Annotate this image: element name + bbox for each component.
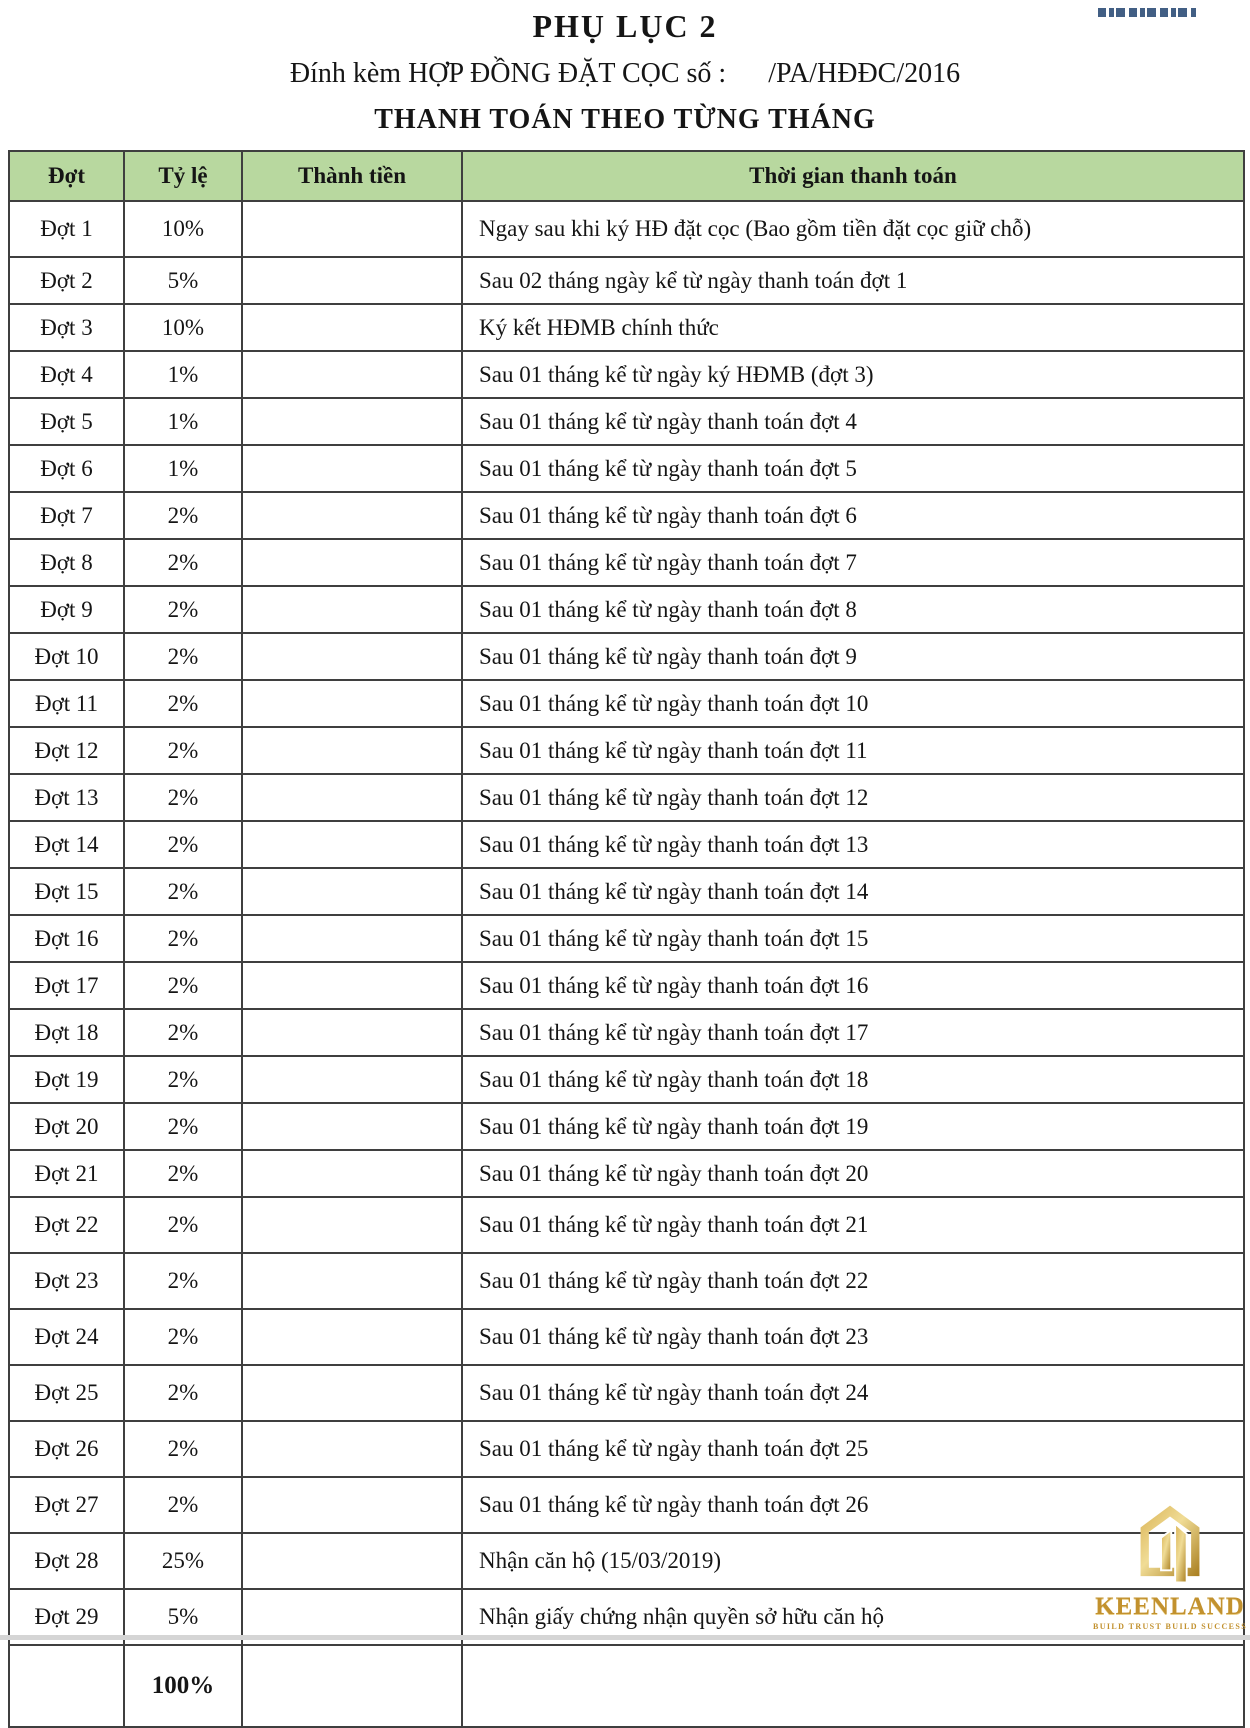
table-row [9, 962, 1244, 1009]
cell-payment-time: Ngay sau khi ký HĐ đặt cọc (Bao gồm tiền đặt cọc giữ chỗ) [462, 201, 1244, 257]
table-row [9, 586, 1244, 633]
cell-rate: 1% [124, 398, 242, 445]
cell-payment-time: Sau 01 tháng kể từ ngày thanh toán đợt 10 [462, 680, 1244, 727]
cell-payment-time: Sau 01 tháng kể từ ngày thanh toán đợt 14 [462, 868, 1244, 915]
table-row [9, 1103, 1244, 1150]
cell-rate: 2% [124, 1309, 242, 1365]
cell-installment: Đợt 24 [9, 1309, 124, 1365]
table-row [9, 257, 1244, 304]
table-row [9, 445, 1244, 492]
table-row [9, 1365, 1244, 1421]
cell-installment: Đợt 1 [9, 201, 124, 257]
bottom-gray-bar [0, 1635, 1250, 1640]
cell-rate: 2% [124, 633, 242, 680]
payment-table-body [9, 201, 1244, 1727]
cell-payment-time: Sau 01 tháng kể từ ngày thanh toán đợt 22 [462, 1253, 1244, 1309]
cell-payment-time: Sau 01 tháng kể từ ngày thanh toán đợt 8 [462, 586, 1244, 633]
cell-amount [242, 586, 462, 633]
document-subtitle [0, 58, 1250, 90]
cropped-blue-text-fragment [1098, 8, 1196, 17]
cell-amount [242, 492, 462, 539]
cell-amount [242, 1533, 462, 1589]
cell-amount [242, 445, 462, 492]
cell-rate: 2% [124, 1365, 242, 1421]
cell-installment: Đợt 4 [9, 351, 124, 398]
cell-payment-time: Sau 01 tháng kể từ ngày thanh toán đợt 9 [462, 633, 1244, 680]
cell-rate: 2% [124, 1103, 242, 1150]
cell-payment-time: Sau 01 tháng kể từ ngày thanh toán đợt 15 [462, 915, 1244, 962]
cell-payment-time: Sau 01 tháng kể từ ngày thanh toán đợt 23 [462, 1309, 1244, 1365]
cell-installment: Đợt 9 [9, 586, 124, 633]
cell-amount [242, 1009, 462, 1056]
cell-payment-time: Sau 01 tháng kể từ ngày thanh toán đợt 26 [462, 1477, 1244, 1533]
cell-payment-time: Sau 01 tháng kể từ ngày thanh toán đợt 7 [462, 539, 1244, 586]
cell-installment: Đợt 14 [9, 821, 124, 868]
cell-amount [242, 351, 462, 398]
cell-rate: 2% [124, 1421, 242, 1477]
cell-installment: Đợt 19 [9, 1056, 124, 1103]
cell-rate: 2% [124, 539, 242, 586]
cell-rate: 2% [124, 1477, 242, 1533]
cell-rate: 5% [124, 257, 242, 304]
table-row [9, 1309, 1244, 1365]
cell-amount [242, 539, 462, 586]
cell-amount [242, 1253, 462, 1309]
subtitle-label: Đính kèm HỢP ĐỒNG ĐẶT CỌC số : [289, 58, 727, 89]
column-header-installment: Đợt [9, 151, 124, 201]
table-header-row [9, 151, 1244, 201]
cell-amount [242, 398, 462, 445]
table-row [9, 915, 1244, 962]
cell-rate: 2% [124, 962, 242, 1009]
cell-installment: Đợt 13 [9, 774, 124, 821]
cell-payment-time [462, 1645, 1244, 1727]
table-row [9, 492, 1244, 539]
cell-amount [242, 1365, 462, 1421]
contract-number: /PA/HĐĐC/2016 [768, 58, 961, 89]
cell-rate: 2% [124, 1197, 242, 1253]
column-header-rate: Tỷ lệ [124, 151, 242, 201]
table-row [9, 398, 1244, 445]
table-row [9, 201, 1244, 257]
cell-installment: Đợt 29 [9, 1589, 124, 1645]
cell-payment-time: Sau 01 tháng kể từ ngày thanh toán đợt 20 [462, 1150, 1244, 1197]
cell-installment: Đợt 26 [9, 1421, 124, 1477]
cell-rate: 2% [124, 1009, 242, 1056]
cell-rate: 100% [124, 1645, 242, 1727]
cell-installment: Đợt 27 [9, 1477, 124, 1533]
cell-amount [242, 727, 462, 774]
table-row [9, 1009, 1244, 1056]
cell-rate: 2% [124, 1056, 242, 1103]
cell-rate: 2% [124, 774, 242, 821]
cell-installment: Đợt 25 [9, 1365, 124, 1421]
table-row [9, 304, 1244, 351]
cell-amount [242, 304, 462, 351]
cell-rate: 1% [124, 351, 242, 398]
cell-rate: 2% [124, 1253, 242, 1309]
cell-installment: Đợt 5 [9, 398, 124, 445]
cell-payment-time: Sau 01 tháng kể từ ngày thanh toán đợt 13 [462, 821, 1244, 868]
cell-payment-time: Sau 01 tháng kể từ ngày thanh toán đợt 18 [462, 1056, 1244, 1103]
cell-amount [242, 201, 462, 257]
cell-rate: 2% [124, 868, 242, 915]
cell-amount [242, 633, 462, 680]
cell-amount [242, 915, 462, 962]
cell-payment-time: Sau 01 tháng kể từ ngày ký HĐMB (đợt 3) [462, 351, 1244, 398]
table-row [9, 680, 1244, 727]
keenland-brand-text: KEENLAND [1095, 1593, 1245, 1620]
table-row [9, 633, 1244, 680]
cell-amount [242, 1103, 462, 1150]
cell-rate: 10% [124, 201, 242, 257]
table-row [9, 351, 1244, 398]
cell-payment-time: Sau 01 tháng kể từ ngày thanh toán đợt 19 [462, 1103, 1244, 1150]
column-header-payment-time: Thời gian thanh toán [462, 151, 1244, 201]
cell-rate: 2% [124, 915, 242, 962]
cell-amount [242, 1309, 462, 1365]
keenland-house-icon [1138, 1504, 1202, 1588]
cell-amount [242, 868, 462, 915]
cell-payment-time: Ký kết HĐMB chính thức [462, 304, 1244, 351]
column-header-amount: Thành tiền [242, 151, 462, 201]
payment-schedule-heading: THANH TOÁN THEO TỪNG THÁNG [374, 104, 876, 135]
cell-installment: Đợt 6 [9, 445, 124, 492]
table-row [9, 868, 1244, 915]
table-row [9, 727, 1244, 774]
cell-payment-time: Nhận căn hộ (15/03/2019) [462, 1533, 1244, 1589]
cell-rate: 1% [124, 445, 242, 492]
table-row [9, 1197, 1244, 1253]
cell-installment: Đợt 23 [9, 1253, 124, 1309]
cell-amount [242, 1477, 462, 1533]
table-row [9, 539, 1244, 586]
keenland-logo [1093, 1504, 1247, 1631]
page-title: PHỤ LỤC 2 [532, 8, 718, 44]
cell-installment: Đợt 15 [9, 868, 124, 915]
cell-payment-time: Sau 01 tháng kể từ ngày thanh toán đợt 5 [462, 445, 1244, 492]
cell-installment: Đợt 20 [9, 1103, 124, 1150]
table-row [9, 1253, 1244, 1309]
cell-installment: Đợt 11 [9, 680, 124, 727]
cell-amount [242, 1197, 462, 1253]
cell-installment: Đợt 3 [9, 304, 124, 351]
document-page [0, 8, 1250, 1699]
table-row [9, 1421, 1244, 1477]
cell-amount [242, 821, 462, 868]
cell-rate: 5% [124, 1589, 242, 1645]
cell-amount [242, 1421, 462, 1477]
cell-amount [242, 257, 462, 304]
cell-payment-time: Sau 01 tháng kể từ ngày thanh toán đợt 12 [462, 774, 1244, 821]
cell-installment: Đợt 7 [9, 492, 124, 539]
cell-installment: Đợt 2 [9, 257, 124, 304]
cell-payment-time: Sau 01 tháng kể từ ngày thanh toán đợt 21 [462, 1197, 1244, 1253]
cell-amount [242, 962, 462, 1009]
payment-schedule-table [8, 150, 1248, 1728]
cell-installment [9, 1645, 124, 1727]
cell-installment: Đợt 12 [9, 727, 124, 774]
cell-payment-time: Sau 01 tháng kể từ ngày thanh toán đợt 16 [462, 962, 1244, 1009]
cell-amount [242, 1056, 462, 1103]
cell-rate: 10% [124, 304, 242, 351]
cell-payment-time: Sau 01 tháng kể từ ngày thanh toán đợt 25 [462, 1421, 1244, 1477]
table-row [9, 1150, 1244, 1197]
cell-installment: Đợt 17 [9, 962, 124, 1009]
cell-amount [242, 680, 462, 727]
cell-installment: Đợt 8 [9, 539, 124, 586]
cell-installment: Đợt 18 [9, 1009, 124, 1056]
cell-payment-time: Nhận giấy chứng nhận quyền sở hữu căn hộ [462, 1589, 1244, 1645]
table-row [9, 1477, 1244, 1533]
cell-installment: Đợt 22 [9, 1197, 124, 1253]
cell-rate: 2% [124, 821, 242, 868]
cell-rate: 2% [124, 586, 242, 633]
cell-installment: Đợt 10 [9, 633, 124, 680]
cell-payment-time: Sau 01 tháng kể từ ngày thanh toán đợt 17 [462, 1009, 1244, 1056]
table-row [9, 774, 1244, 821]
cell-rate: 2% [124, 1150, 242, 1197]
cell-installment: Đợt 28 [9, 1533, 124, 1589]
cell-installment: Đợt 16 [9, 915, 124, 962]
cell-payment-time: Sau 01 tháng kể từ ngày thanh toán đợt 11 [462, 727, 1244, 774]
keenland-tagline: BUILD TRUST BUILD SUCCESS [1093, 1622, 1248, 1631]
cell-installment: Đợt 21 [9, 1150, 124, 1197]
cell-amount [242, 1645, 462, 1727]
cell-rate: 2% [124, 492, 242, 539]
cell-amount [242, 774, 462, 821]
cell-rate: 2% [124, 727, 242, 774]
cell-amount [242, 1150, 462, 1197]
cell-payment-time: Sau 01 tháng kể từ ngày thanh toán đợt 24 [462, 1365, 1244, 1421]
table-row [9, 1533, 1244, 1589]
table-row [9, 821, 1244, 868]
cell-payment-time: Sau 01 tháng kể từ ngày thanh toán đợt 6 [462, 492, 1244, 539]
cell-payment-time: Sau 01 tháng kể từ ngày thanh toán đợt 4 [462, 398, 1244, 445]
cell-rate: 2% [124, 680, 242, 727]
table-row [9, 1056, 1244, 1103]
cell-rate: 25% [124, 1533, 242, 1589]
cell-payment-time: Sau 02 tháng ngày kể từ ngày thanh toán đợt 1 [462, 257, 1244, 304]
table-row [9, 1645, 1244, 1727]
